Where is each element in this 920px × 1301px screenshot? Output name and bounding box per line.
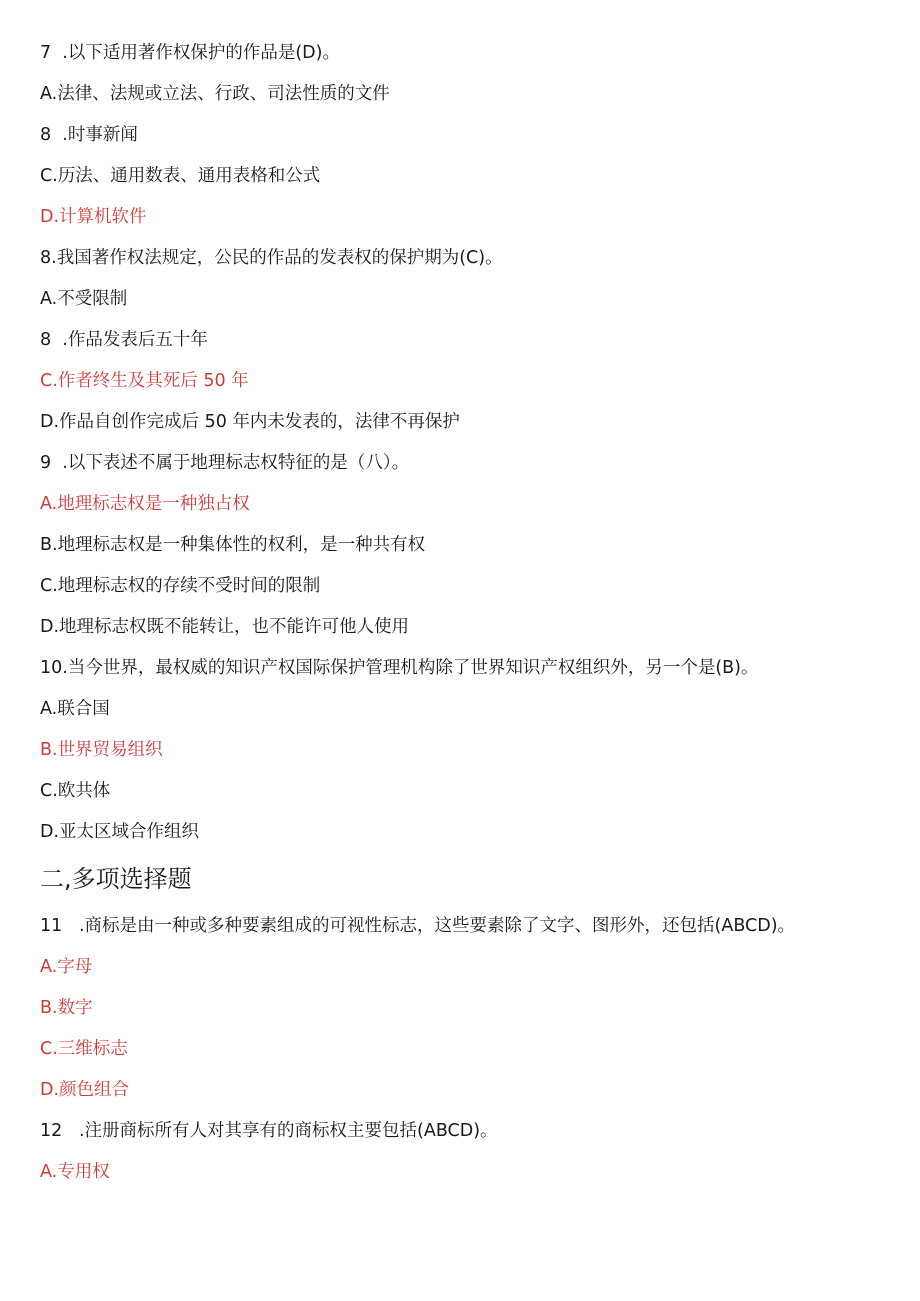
question-9-stem: 9 .以下表述不属于地理标志权特征的是（八）。 — [40, 453, 410, 473]
option-line: D.亚太区域合作组织 — [40, 822, 200, 842]
option-line: 8 .时事新闻 — [40, 125, 138, 145]
option-line: A.法律、法规或立法、行政、司法性质的文件 — [40, 84, 390, 104]
question-11-stem: 11 .商标是由一种或多种要素组成的可视性标志，这些要素除了文字、图形外，还包括(ABCD)。 — [40, 916, 796, 936]
answer-option-line: A.专用权 — [40, 1162, 110, 1182]
answer-option-line: C.作者终生及其死后 50 年 — [40, 371, 249, 391]
section-heading: 二,多项选择题 — [40, 865, 192, 893]
option-line: D.地理标志权既不能转让，也不能许可他人使用 — [40, 617, 410, 637]
option-line: A.联合国 — [40, 699, 110, 719]
question-8-stem: 8.我国著作权法规定，公民的作品的发表权的保护期为(C)。 — [40, 248, 503, 268]
answer-option-line: B.世界贸易组织 — [40, 740, 163, 760]
option-line: C.历法、通用数表、通用表格和公式 — [40, 166, 321, 186]
option-line: C.地理标志权的存续不受时间的限制 — [40, 576, 321, 596]
question-7-stem: 7 .以下适用著作权保护的作品是(D)。 — [40, 43, 340, 63]
answer-option-line: C.三维标志 — [40, 1039, 128, 1059]
answer-option-line: A.字母 — [40, 957, 93, 977]
answer-option-line: B.数字 — [40, 998, 93, 1018]
question-10-stem: 10.当今世界，最权威的知识产权国际保护管理机构除了世界知识产权组织外，另一个是(B)。 — [40, 658, 759, 678]
option-line: B.地理标志权是一种集体性的权利，是一种共有权 — [40, 535, 426, 555]
option-line: A.不受限制 — [40, 289, 128, 309]
answer-option-line: A.地理标志权是一种独占权 — [40, 494, 250, 514]
answer-option-line: D.颜色组合 — [40, 1080, 130, 1100]
option-line: 8 .作品发表后五十年 — [40, 330, 208, 350]
option-line: D.作品自创作完成后 50 年内未发表的，法律不再保护 — [40, 412, 460, 432]
question-12-stem: 12 .注册商标所有人对其享有的商标权主要包括(ABCD)。 — [40, 1121, 498, 1141]
option-line: C.欧共体 — [40, 781, 111, 801]
answer-option-line: D.计算机软件 — [40, 207, 147, 227]
